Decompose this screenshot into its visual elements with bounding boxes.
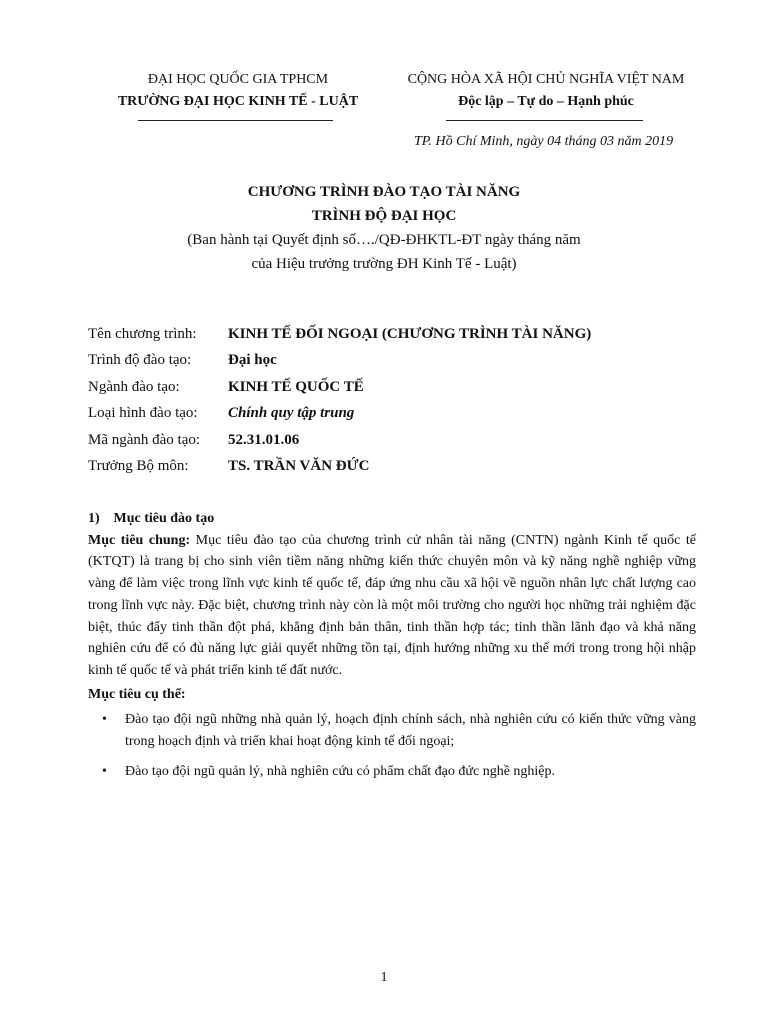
info-value: 52.31.01.06 — [228, 431, 300, 448]
info-label: Mã ngành đào tạo: — [88, 431, 201, 448]
header-left-underline — [138, 120, 333, 121]
info-row-type — [88, 401, 688, 428]
list-item — [88, 761, 696, 783]
national-title: CỘNG HÒA XÃ HỘI CHỦ NGHĨA VIỆT NAM — [407, 72, 685, 87]
header-right-underline — [446, 120, 643, 121]
general-objective — [88, 530, 696, 682]
general-objective-text: Mục tiêu đào tạo của chương trình cử nhân tài năng (CNTN) ngành Kinh tế quốc tế (KTQT) là trang bị cho sinh viên tiềm năng những kiến thức chuyên môn và kỹ năng nghề nghiệp vững vàng để làm việc trong lĩnh vực kinh tế quốc tế, đáp ứng nhu cầu xã hội về nguồn nhân lực chất lượng cao trong lĩnh vực này. Đặc biệt, chương trình này còn là một môi trường cho người học những trải nghiệm đặc biệt, thúc đẩy tinh thần đột phá, khẳng định bản thân, tinh thần hợp tác; tinh thần lãnh đạo và khả năng nghiên cứu để có đủ năng lực giải quyết những tồn tại, định hướng những xu thế mới trong trong hội nhập kinh tế quốc tế và phát triển kinh tế đất nước. — [88, 532, 696, 678]
program-info — [88, 321, 688, 480]
header-right — [396, 69, 696, 113]
document-subtitle: TRÌNH ĐỘ ĐẠI HỌC — [311, 208, 457, 224]
list-item-text: Đào tạo đội ngũ những nhà quản lý, hoạch định chính sách, nhà nghiên cứu có kiến thức vững vàng trong hoạch định và triển khai hoạt động kinh tế đối ngoại; — [125, 712, 696, 750]
decision-note-line2: của Hiệu trưởng trường ĐH Kinh Tế - Luật) — [251, 256, 517, 272]
bullet-icon: • — [102, 763, 107, 779]
info-value: Chính quy tập trung — [228, 405, 355, 422]
info-row-level — [88, 348, 688, 375]
title-block — [0, 180, 768, 276]
national-motto: Độc lập – Tự do – Hạnh phúc — [458, 94, 634, 109]
university-name: ĐẠI HỌC QUỐC GIA TPHCM — [147, 72, 329, 87]
section-title: Mục tiêu đào tạo — [113, 511, 215, 526]
info-value: Đại học — [228, 352, 277, 369]
list-item — [88, 709, 696, 752]
section-objectives — [88, 508, 696, 790]
specific-objective-list — [88, 709, 696, 782]
info-value: KINH TẾ ĐỐI NGOẠI (CHƯƠNG TRÌNH TÀI NĂNG) — [228, 325, 592, 342]
page-number: 1 — [380, 970, 388, 985]
school-name: TRƯỜNG ĐẠI HỌC KINH TẾ - LUẬT — [117, 94, 359, 109]
bullet-icon: • — [102, 712, 107, 728]
info-label: Ngành đào tạo: — [88, 378, 180, 395]
info-value: TS. TRẦN VĂN ĐỨC — [228, 458, 370, 475]
specific-objective-label: Mục tiêu cụ thể: — [88, 686, 186, 702]
info-row-head — [88, 454, 688, 481]
info-row-code — [88, 427, 688, 454]
info-label: Tên chương trình: — [88, 325, 197, 342]
info-label: Loại hình đào tạo: — [88, 405, 198, 422]
list-item-text: Đào tạo đội ngũ quản lý, nhà nghiên cứu có phẩm chất đạo đức nghề nghiệp. — [125, 763, 556, 779]
decision-note-line1: (Ban hành tại Quyết định số…./QĐ-ĐHKTL-ĐT ngày tháng năm — [187, 232, 581, 248]
info-label: Trưởng Bộ môn: — [88, 458, 189, 475]
info-value: KINH TẾ QUỐC TẾ — [228, 378, 364, 395]
info-row-major — [88, 374, 688, 401]
section-heading — [88, 508, 696, 530]
header-left — [88, 69, 388, 113]
date-line: TP. Hồ Chí Minh, ngày 04 tháng 03 năm 2019 — [414, 134, 674, 149]
info-label: Trình độ đào tạo: — [88, 352, 192, 369]
document-title: CHƯƠNG TRÌNH ĐÀO TẠO TÀI NĂNG — [247, 184, 521, 200]
general-objective-label: Mục tiêu chung: — [88, 532, 191, 548]
section-number: 1) — [88, 511, 100, 526]
info-row-program-name — [88, 321, 688, 348]
